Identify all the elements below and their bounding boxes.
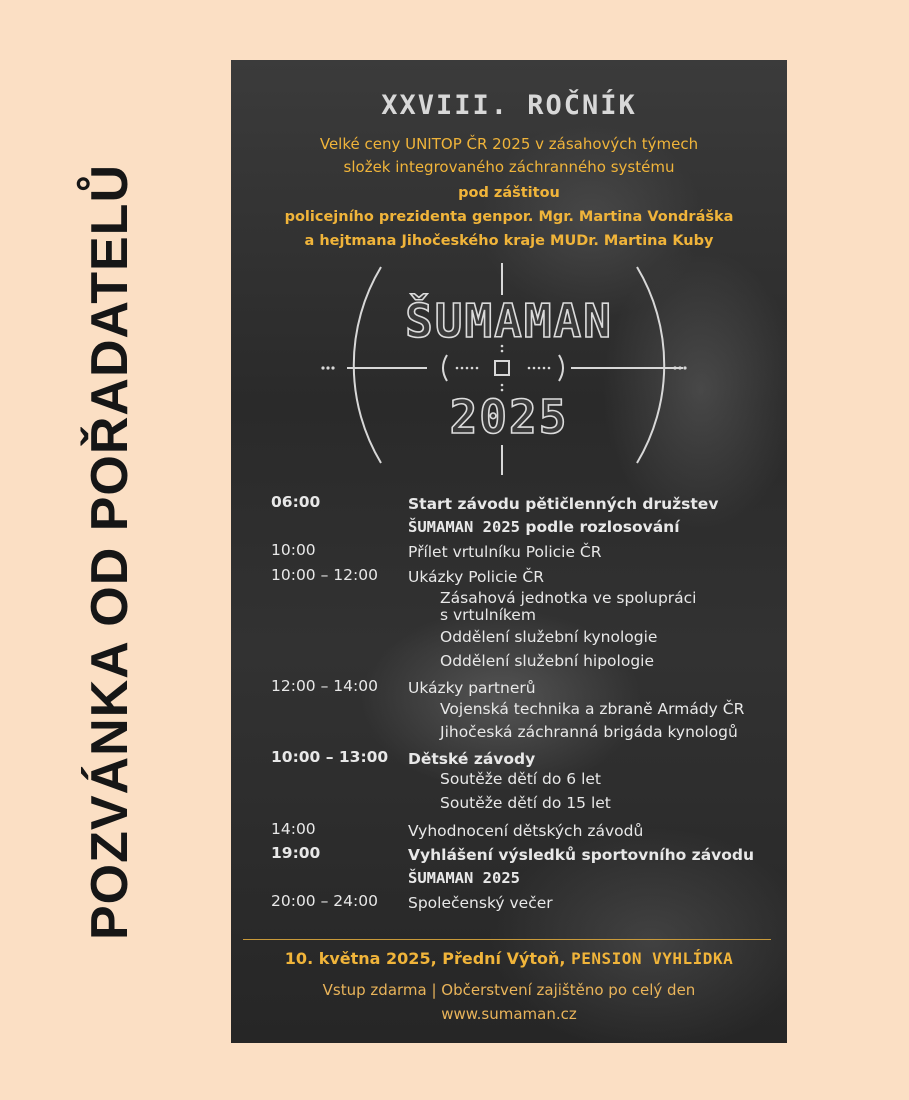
venue-name: PENSION VYHLÍDKA bbox=[571, 949, 734, 968]
schedule-text bbox=[408, 493, 768, 539]
schedule-subitem: Soutěže dětí do 15 let bbox=[440, 794, 611, 812]
schedule-text-rest: podle rozlosování bbox=[519, 518, 680, 536]
side-heading: POZVÁNKA OD POŘADATELŮ bbox=[81, 164, 139, 940]
schedule-time: 06:00 bbox=[271, 493, 321, 511]
edition-title: XXVIII. ROČNÍK bbox=[381, 90, 637, 121]
divider bbox=[243, 939, 771, 940]
side-heading-container bbox=[78, 118, 142, 986]
crosshair-logo-icon bbox=[231, 255, 787, 480]
event-poster bbox=[231, 60, 787, 1043]
schedule-text: Ukázky partnerů bbox=[408, 679, 536, 697]
schedule-text-line bbox=[408, 516, 768, 539]
schedule-text: Ukázky Policie ČR bbox=[408, 568, 544, 586]
schedule-text: Vyhodnocení dětských závodů bbox=[408, 822, 644, 840]
venue-date-place: 10. května 2025, Přední Výtoň, bbox=[284, 949, 572, 968]
schedule-subitem: Soutěže dětí do 6 let bbox=[440, 770, 602, 788]
subtitle-line: Velké ceny UNITOP ČR 2025 v zásahových týmech bbox=[319, 135, 699, 153]
schedule-time: 10:00 – 13:00 bbox=[271, 748, 389, 766]
brand-name: ŠUMAMAN 2025 bbox=[408, 518, 520, 536]
schedule-subitem: Oddělení služební kynologie bbox=[440, 628, 658, 646]
subtitle-line: složek integrovaného záchranného systému bbox=[343, 158, 675, 176]
schedule-text: Přílet vrtulníku Policie ČR bbox=[408, 543, 602, 561]
schedule-time: 20:00 – 24:00 bbox=[271, 892, 378, 910]
schedule-time: 12:00 – 14:00 bbox=[271, 677, 378, 695]
schedule-time: 10:00 bbox=[271, 541, 316, 559]
schedule-text bbox=[408, 844, 768, 890]
schedule-subitem: Vojenská technika a zbraně Armády ČR bbox=[440, 700, 745, 718]
patronage bbox=[231, 181, 787, 253]
schedule-time: 14:00 bbox=[271, 820, 316, 838]
patron-line: policejního prezidenta genpor. Mgr. Martina Vondráška bbox=[284, 209, 734, 225]
event-subtitle bbox=[231, 133, 787, 179]
schedule-text-line: Start závodu pětičlenných družstev bbox=[408, 495, 719, 513]
schedule-subitem: Oddělení služební hipologie bbox=[440, 652, 655, 670]
brand-name: ŠUMAMAN 2025 bbox=[408, 869, 520, 887]
schedule-subitem: s vrtulníkem bbox=[440, 606, 536, 624]
logo-year: 2025 bbox=[449, 390, 569, 444]
logo-name: ŠUMAMAN bbox=[405, 294, 613, 348]
schedule-time: 19:00 bbox=[271, 844, 321, 862]
schedule-subitem: Zásahová jednotka ve spolupráci bbox=[440, 589, 697, 607]
patron-line: pod záštitou bbox=[458, 185, 560, 201]
venue-line bbox=[231, 949, 787, 968]
schedule-text: Dětské závody bbox=[408, 750, 536, 768]
patron-line: a hejtmana Jihočeského kraje MUDr. Martina Kuby bbox=[304, 233, 714, 249]
schedule-text: Společenský večer bbox=[408, 894, 553, 912]
website-link[interactable]: www.sumaman.cz bbox=[441, 1005, 577, 1023]
event-info: Vstup zdarma | Občerstvení zajištěno po celý den bbox=[322, 981, 696, 999]
schedule-subitem: Jihočeská záchranná brigáda kynologů bbox=[440, 723, 738, 741]
schedule-text-line: Vyhlášení výsledků sportovního závodu bbox=[408, 846, 755, 864]
schedule-time: 10:00 – 12:00 bbox=[271, 566, 378, 584]
